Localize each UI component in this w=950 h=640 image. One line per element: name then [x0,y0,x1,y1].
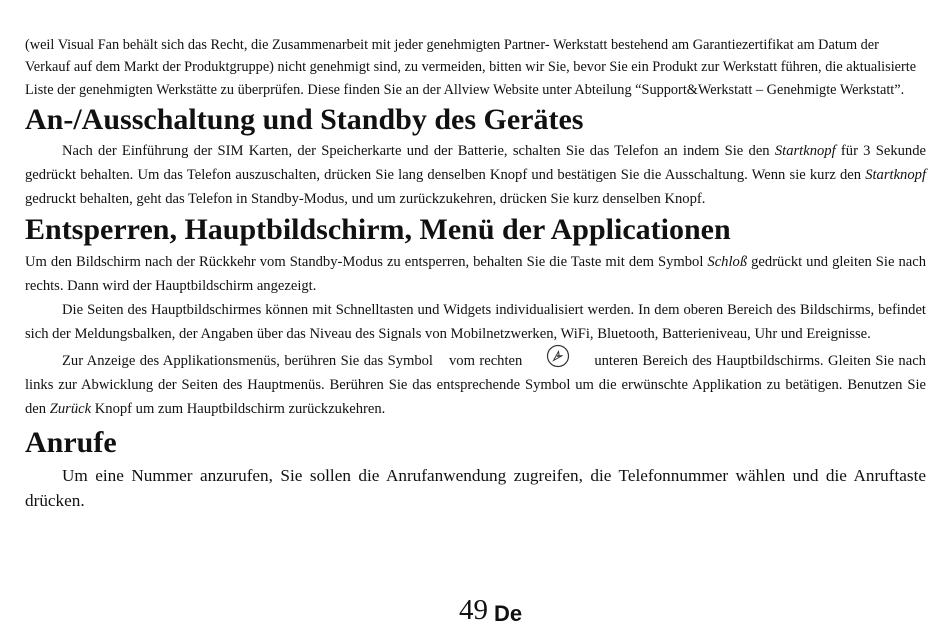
app-menu-text-c: unteren Bereich des Hauptbildschirms. Gleiten Sie nach links zur Abwicklung der Seiten des Hauptmenüs. Berühren Sie das entsprechende Symbol um die erwünschte Applikation zu betätigen. Benutzen Sie den [25,353,926,418]
power-text-b: für 3 Sekunde gedrückt behalten. Um das Telefon auszuschalten, drücken Sie lang denselben Knopf und bestätigen Sie die Ausschaltung. Wenn sie kurz den [25,143,926,184]
heading-unlock-home-menu: Entsperren, Hauptbildschirm, Menü der Applicationen [25,213,731,247]
unlock-paragraph [25,250,926,298]
document-page [25,34,926,513]
app-menu-text-d: Knopf um zum Hauptbildschirm zurückzukehren. [91,401,386,418]
unlock-text-b: gedrückt und gleiten Sie nach rechts. Dann wird der Hauptbildschirm angezeigt. [25,254,926,295]
app-menu-icon [546,344,570,368]
power-text-c: gedruckt behalten, geht das Telefon in Standby-Modus, und um zurückzukehren, drücken Sie kurz denselben Knopf. [25,191,706,208]
power-startknopf-2: Startknopf [865,167,926,184]
calls-paragraph: Um eine Nummer anzurufen, Sie sollen die Anrufanwendung zugreifen, die Telefonnummer wählen und die Anruftaste drücken. [25,466,926,511]
power-startknopf-1: Startknopf [774,143,836,160]
unlock-text-a: Um den Bildschirm nach der Rückkehr vom Standby-Modus zu entsperren, behalten Sie die Taste mit dem Symbol [25,254,708,271]
app-menu-paragraph [25,349,926,421]
language-code: De [494,601,523,626]
page-footer [459,594,522,627]
homescreen-paragraph: Die Seiten des Hauptbildschirmes können mit Schnelltasten und Widgets individualisiert werden. In dem oberen Bereich des Bildschirms, befindet sich der Meldungsbalken, der Angaben über das Niveau des Signals von Mobilnetzwerken, WiFi, Bluetooth, Batterieniveau, Uhr und Ereignisse. [25,302,926,343]
power-paragraph [25,139,926,211]
page-number: 49 [459,594,488,626]
power-text-a: Nach der Einführung der SIM Karten, der Speicherkarte und der Batterie, schalten Sie das Telefon an indem Sie den [62,143,775,160]
app-menu-text-a: Zur Anzeige des Applikationsmenüs, berühren Sie das Symbol [62,353,433,370]
app-menu-zurueck: Zurück [49,401,92,418]
intro-paragraph: (weil Visual Fan behält sich das Recht, die Zusammenarbeit mit jeder genehmigten Partner- Werkstatt bestehend am Garantiezertifikat am Datum der Verkauf auf dem Markt der Produktgruppe) nicht genehmigt sind, zu vermeiden, bitten wir Sie, bevor Sie ein Produkt zur Werkstatt führen, die aktualisierte Liste der genehmigten Werkstätte zu überprüfen. Diese finden Sie an der Allview Website unter Abteilung “Support&Werkstatt – Genehmigte Werkstatt”. [25,37,917,98]
app-menu-text-b: vom rechten [449,353,523,370]
heading-power-standby: An-/Ausschaltung und Standby des Gerätes [25,103,584,137]
heading-calls: Anrufe [25,426,117,460]
unlock-schloss: Schloß [707,254,748,271]
